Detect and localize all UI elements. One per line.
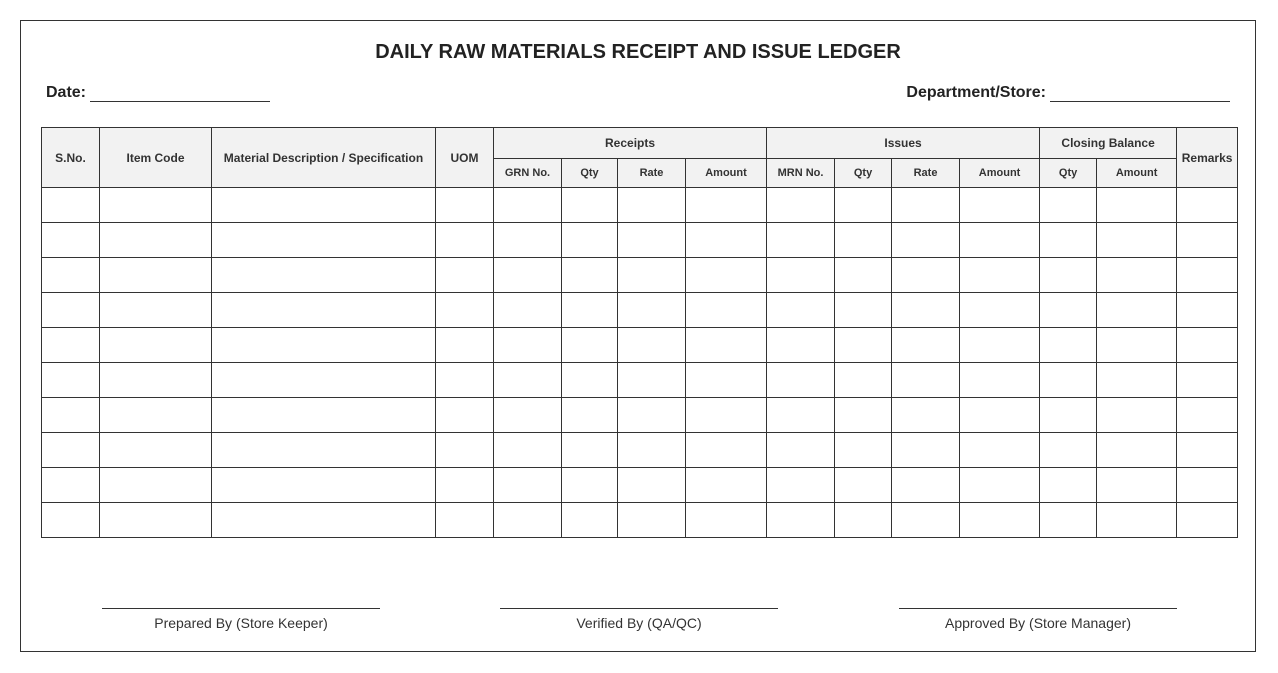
- table-cell[interactable]: [767, 398, 835, 433]
- table-cell[interactable]: [436, 433, 494, 468]
- table-row: [42, 363, 1238, 398]
- subheader-receipts-amount: Amount: [686, 159, 767, 188]
- table-cell[interactable]: [1040, 223, 1097, 258]
- table-row: [42, 293, 1238, 328]
- table-cell[interactable]: [835, 468, 892, 503]
- table-cell[interactable]: [618, 398, 686, 433]
- table-cell[interactable]: [1177, 398, 1238, 433]
- table-cell[interactable]: [960, 468, 1040, 503]
- subheader-receipts-rate: Rate: [618, 159, 686, 188]
- table-cell[interactable]: [892, 398, 960, 433]
- table-cell[interactable]: [618, 293, 686, 328]
- table-cell[interactable]: [212, 223, 436, 258]
- document-title: DAILY RAW MATERIALS RECEIPT AND ISSUE LEDGER: [375, 41, 901, 63]
- table-cell[interactable]: [562, 293, 618, 328]
- subheader-issues-mrn-no: MRN No.: [767, 159, 835, 188]
- table-cell[interactable]: [212, 328, 436, 363]
- table-cell[interactable]: [892, 433, 960, 468]
- table-cell[interactable]: [618, 363, 686, 398]
- table-cell[interactable]: [767, 258, 835, 293]
- table-cell[interactable]: [562, 188, 618, 223]
- department-label: Department/Store:: [906, 84, 1046, 101]
- table-cell[interactable]: [494, 223, 562, 258]
- table-cell[interactable]: [835, 363, 892, 398]
- table-cell[interactable]: [835, 398, 892, 433]
- table-cell[interactable]: [1040, 398, 1097, 433]
- header-material-description: Material Description / Specification: [212, 128, 436, 188]
- table-cell[interactable]: [1097, 468, 1177, 503]
- table-cell[interactable]: [100, 433, 212, 468]
- table-cell[interactable]: [562, 258, 618, 293]
- table-cell[interactable]: [686, 468, 767, 503]
- table-cell[interactable]: [1097, 188, 1177, 223]
- table-cell[interactable]: [1097, 363, 1177, 398]
- table-row: [42, 328, 1238, 363]
- table-cell[interactable]: [494, 363, 562, 398]
- table-cell[interactable]: [835, 258, 892, 293]
- table-cell[interactable]: [562, 328, 618, 363]
- table-cell[interactable]: [618, 188, 686, 223]
- table-cell[interactable]: [892, 328, 960, 363]
- table-cell[interactable]: [767, 188, 835, 223]
- table-cell[interactable]: [1097, 503, 1177, 538]
- department-entry-line[interactable]: [1050, 89, 1230, 102]
- table-cell[interactable]: [1177, 363, 1238, 398]
- table-cell[interactable]: [1097, 328, 1177, 363]
- table-cell[interactable]: [100, 503, 212, 538]
- table-cell[interactable]: [960, 188, 1040, 223]
- table-cell[interactable]: [1177, 188, 1238, 223]
- table-cell[interactable]: [42, 398, 100, 433]
- table-cell[interactable]: [212, 398, 436, 433]
- table-cell[interactable]: [618, 468, 686, 503]
- subheader-closing-amount: Amount: [1097, 159, 1177, 188]
- table-cell[interactable]: [618, 258, 686, 293]
- table-cell[interactable]: [562, 468, 618, 503]
- table-cell[interactable]: [100, 328, 212, 363]
- table-cell[interactable]: [100, 258, 212, 293]
- table-cell[interactable]: [686, 188, 767, 223]
- table-cell[interactable]: [436, 293, 494, 328]
- table-cell[interactable]: [686, 258, 767, 293]
- table-cell[interactable]: [686, 363, 767, 398]
- table-cell[interactable]: [436, 363, 494, 398]
- table-cell[interactable]: [686, 223, 767, 258]
- table-cell[interactable]: [618, 328, 686, 363]
- table-cell[interactable]: [960, 363, 1040, 398]
- date-field: [46, 84, 270, 102]
- table-cell[interactable]: [562, 433, 618, 468]
- table-cell[interactable]: [618, 433, 686, 468]
- signature-verified-by[interactable]: Verified By (QA/QC): [500, 608, 778, 631]
- table-cell[interactable]: [1040, 503, 1097, 538]
- table-cell[interactable]: [1177, 328, 1238, 363]
- table-cell[interactable]: [835, 293, 892, 328]
- table-cell[interactable]: [618, 503, 686, 538]
- table-cell[interactable]: [436, 223, 494, 258]
- table-cell[interactable]: [1040, 433, 1097, 468]
- table-cell[interactable]: [767, 503, 835, 538]
- table-cell[interactable]: [212, 503, 436, 538]
- table-cell[interactable]: [767, 468, 835, 503]
- table-row: [42, 188, 1238, 223]
- table-cell[interactable]: [494, 433, 562, 468]
- table-cell[interactable]: [686, 398, 767, 433]
- table-cell[interactable]: [892, 363, 960, 398]
- ledger-table: [41, 127, 1238, 538]
- table-cell[interactable]: [1097, 398, 1177, 433]
- table-cell[interactable]: [1177, 468, 1238, 503]
- header-receipts: Receipts: [494, 128, 767, 159]
- table-cell[interactable]: [42, 503, 100, 538]
- subheader-receipts-qty: Qty: [562, 159, 618, 188]
- table-cell[interactable]: [436, 328, 494, 363]
- table-cell[interactable]: [436, 503, 494, 538]
- date-label: Date:: [46, 84, 87, 101]
- ledger-sheet: [20, 20, 1256, 652]
- signature-prepared-by[interactable]: Prepared By (Store Keeper): [102, 608, 380, 631]
- table-cell[interactable]: [42, 468, 100, 503]
- table-row: [42, 433, 1238, 468]
- table-cell[interactable]: [835, 503, 892, 538]
- table-cell[interactable]: [100, 188, 212, 223]
- table-cell[interactable]: [100, 223, 212, 258]
- table-row: [42, 468, 1238, 503]
- table-cell[interactable]: [212, 188, 436, 223]
- table-cell[interactable]: [892, 468, 960, 503]
- table-cell[interactable]: [835, 433, 892, 468]
- table-cell[interactable]: [494, 503, 562, 538]
- subheader-issues-amount: Amount: [960, 159, 1040, 188]
- table-cell[interactable]: [960, 433, 1040, 468]
- table-cell[interactable]: [212, 433, 436, 468]
- table-cell[interactable]: [42, 363, 100, 398]
- table-cell[interactable]: [562, 503, 618, 538]
- subheader-closing-qty: Qty: [1040, 159, 1097, 188]
- table-cell[interactable]: [686, 293, 767, 328]
- header-item-code: Item Code: [100, 128, 212, 188]
- table-cell[interactable]: [767, 293, 835, 328]
- table-cell[interactable]: [562, 223, 618, 258]
- table-cell[interactable]: [1097, 293, 1177, 328]
- table-cell[interactable]: [835, 223, 892, 258]
- table-row: [42, 258, 1238, 293]
- table-cell[interactable]: [1097, 433, 1177, 468]
- table-cell[interactable]: [494, 468, 562, 503]
- table-cell[interactable]: [494, 328, 562, 363]
- table-cell[interactable]: [767, 328, 835, 363]
- table-cell[interactable]: [686, 503, 767, 538]
- table-cell[interactable]: [835, 328, 892, 363]
- table-cell[interactable]: [562, 398, 618, 433]
- table-row: [42, 398, 1238, 433]
- table-cell[interactable]: [494, 188, 562, 223]
- table-cell[interactable]: [42, 223, 100, 258]
- table-cell[interactable]: [892, 188, 960, 223]
- table-cell[interactable]: [42, 328, 100, 363]
- table-cell[interactable]: [1177, 503, 1238, 538]
- ledger-body: [42, 188, 1238, 538]
- signature-approved-by[interactable]: Approved By (Store Manager): [899, 608, 1177, 631]
- table-cell[interactable]: [100, 398, 212, 433]
- table-cell[interactable]: [1040, 293, 1097, 328]
- table-row: [42, 223, 1238, 258]
- table-cell[interactable]: [892, 293, 960, 328]
- table-cell[interactable]: [100, 363, 212, 398]
- table-cell[interactable]: [494, 258, 562, 293]
- subheader-issues-qty: Qty: [835, 159, 892, 188]
- table-cell[interactable]: [212, 293, 436, 328]
- table-cell[interactable]: [1097, 258, 1177, 293]
- table-cell[interactable]: [42, 433, 100, 468]
- table-cell[interactable]: [960, 293, 1040, 328]
- table-cell[interactable]: [42, 258, 100, 293]
- table-cell[interactable]: [1177, 258, 1238, 293]
- subheader-receipts-grn-no: GRN No.: [494, 159, 562, 188]
- table-cell[interactable]: [767, 223, 835, 258]
- table-cell[interactable]: [436, 188, 494, 223]
- header-uom: UOM: [436, 128, 494, 188]
- table-cell[interactable]: [686, 328, 767, 363]
- header-remarks: Remarks: [1177, 128, 1238, 188]
- table-cell[interactable]: [1177, 293, 1238, 328]
- table-cell[interactable]: [494, 398, 562, 433]
- header-sno: S.No.: [42, 128, 100, 188]
- table-cell[interactable]: [1040, 188, 1097, 223]
- table-cell[interactable]: [960, 223, 1040, 258]
- table-cell[interactable]: [1097, 223, 1177, 258]
- table-cell[interactable]: [562, 363, 618, 398]
- table-cell[interactable]: [960, 398, 1040, 433]
- table-cell[interactable]: [686, 433, 767, 468]
- table-cell[interactable]: [494, 293, 562, 328]
- table-cell[interactable]: [1040, 258, 1097, 293]
- table-cell[interactable]: [100, 293, 212, 328]
- table-cell[interactable]: [436, 398, 494, 433]
- table-cell[interactable]: [212, 258, 436, 293]
- table-cell[interactable]: [892, 258, 960, 293]
- subheader-issues-rate: Rate: [892, 159, 960, 188]
- table-cell[interactable]: [212, 363, 436, 398]
- table-cell[interactable]: [835, 188, 892, 223]
- table-cell[interactable]: [960, 503, 1040, 538]
- department-field: [906, 84, 1230, 102]
- table-cell[interactable]: [1040, 328, 1097, 363]
- table-cell[interactable]: [1040, 468, 1097, 503]
- table-cell[interactable]: [100, 468, 212, 503]
- table-cell[interactable]: [212, 468, 436, 503]
- date-entry-line[interactable]: [90, 89, 270, 102]
- header-closing-balance: Closing Balance: [1040, 128, 1177, 159]
- table-cell[interactable]: [892, 503, 960, 538]
- header-issues: Issues: [767, 128, 1040, 159]
- table-cell[interactable]: [960, 328, 1040, 363]
- table-cell[interactable]: [618, 223, 686, 258]
- table-cell[interactable]: [436, 258, 494, 293]
- table-cell[interactable]: [1177, 433, 1238, 468]
- signature-section: [21, 608, 1255, 638]
- table-cell[interactable]: [892, 223, 960, 258]
- table-cell[interactable]: [42, 188, 100, 223]
- table-cell[interactable]: [436, 468, 494, 503]
- table-cell[interactable]: [767, 433, 835, 468]
- table-cell[interactable]: [1040, 363, 1097, 398]
- table-cell[interactable]: [42, 293, 100, 328]
- table-row: [42, 503, 1238, 538]
- table-cell[interactable]: [1177, 223, 1238, 258]
- table-cell[interactable]: [960, 258, 1040, 293]
- table-cell[interactable]: [767, 363, 835, 398]
